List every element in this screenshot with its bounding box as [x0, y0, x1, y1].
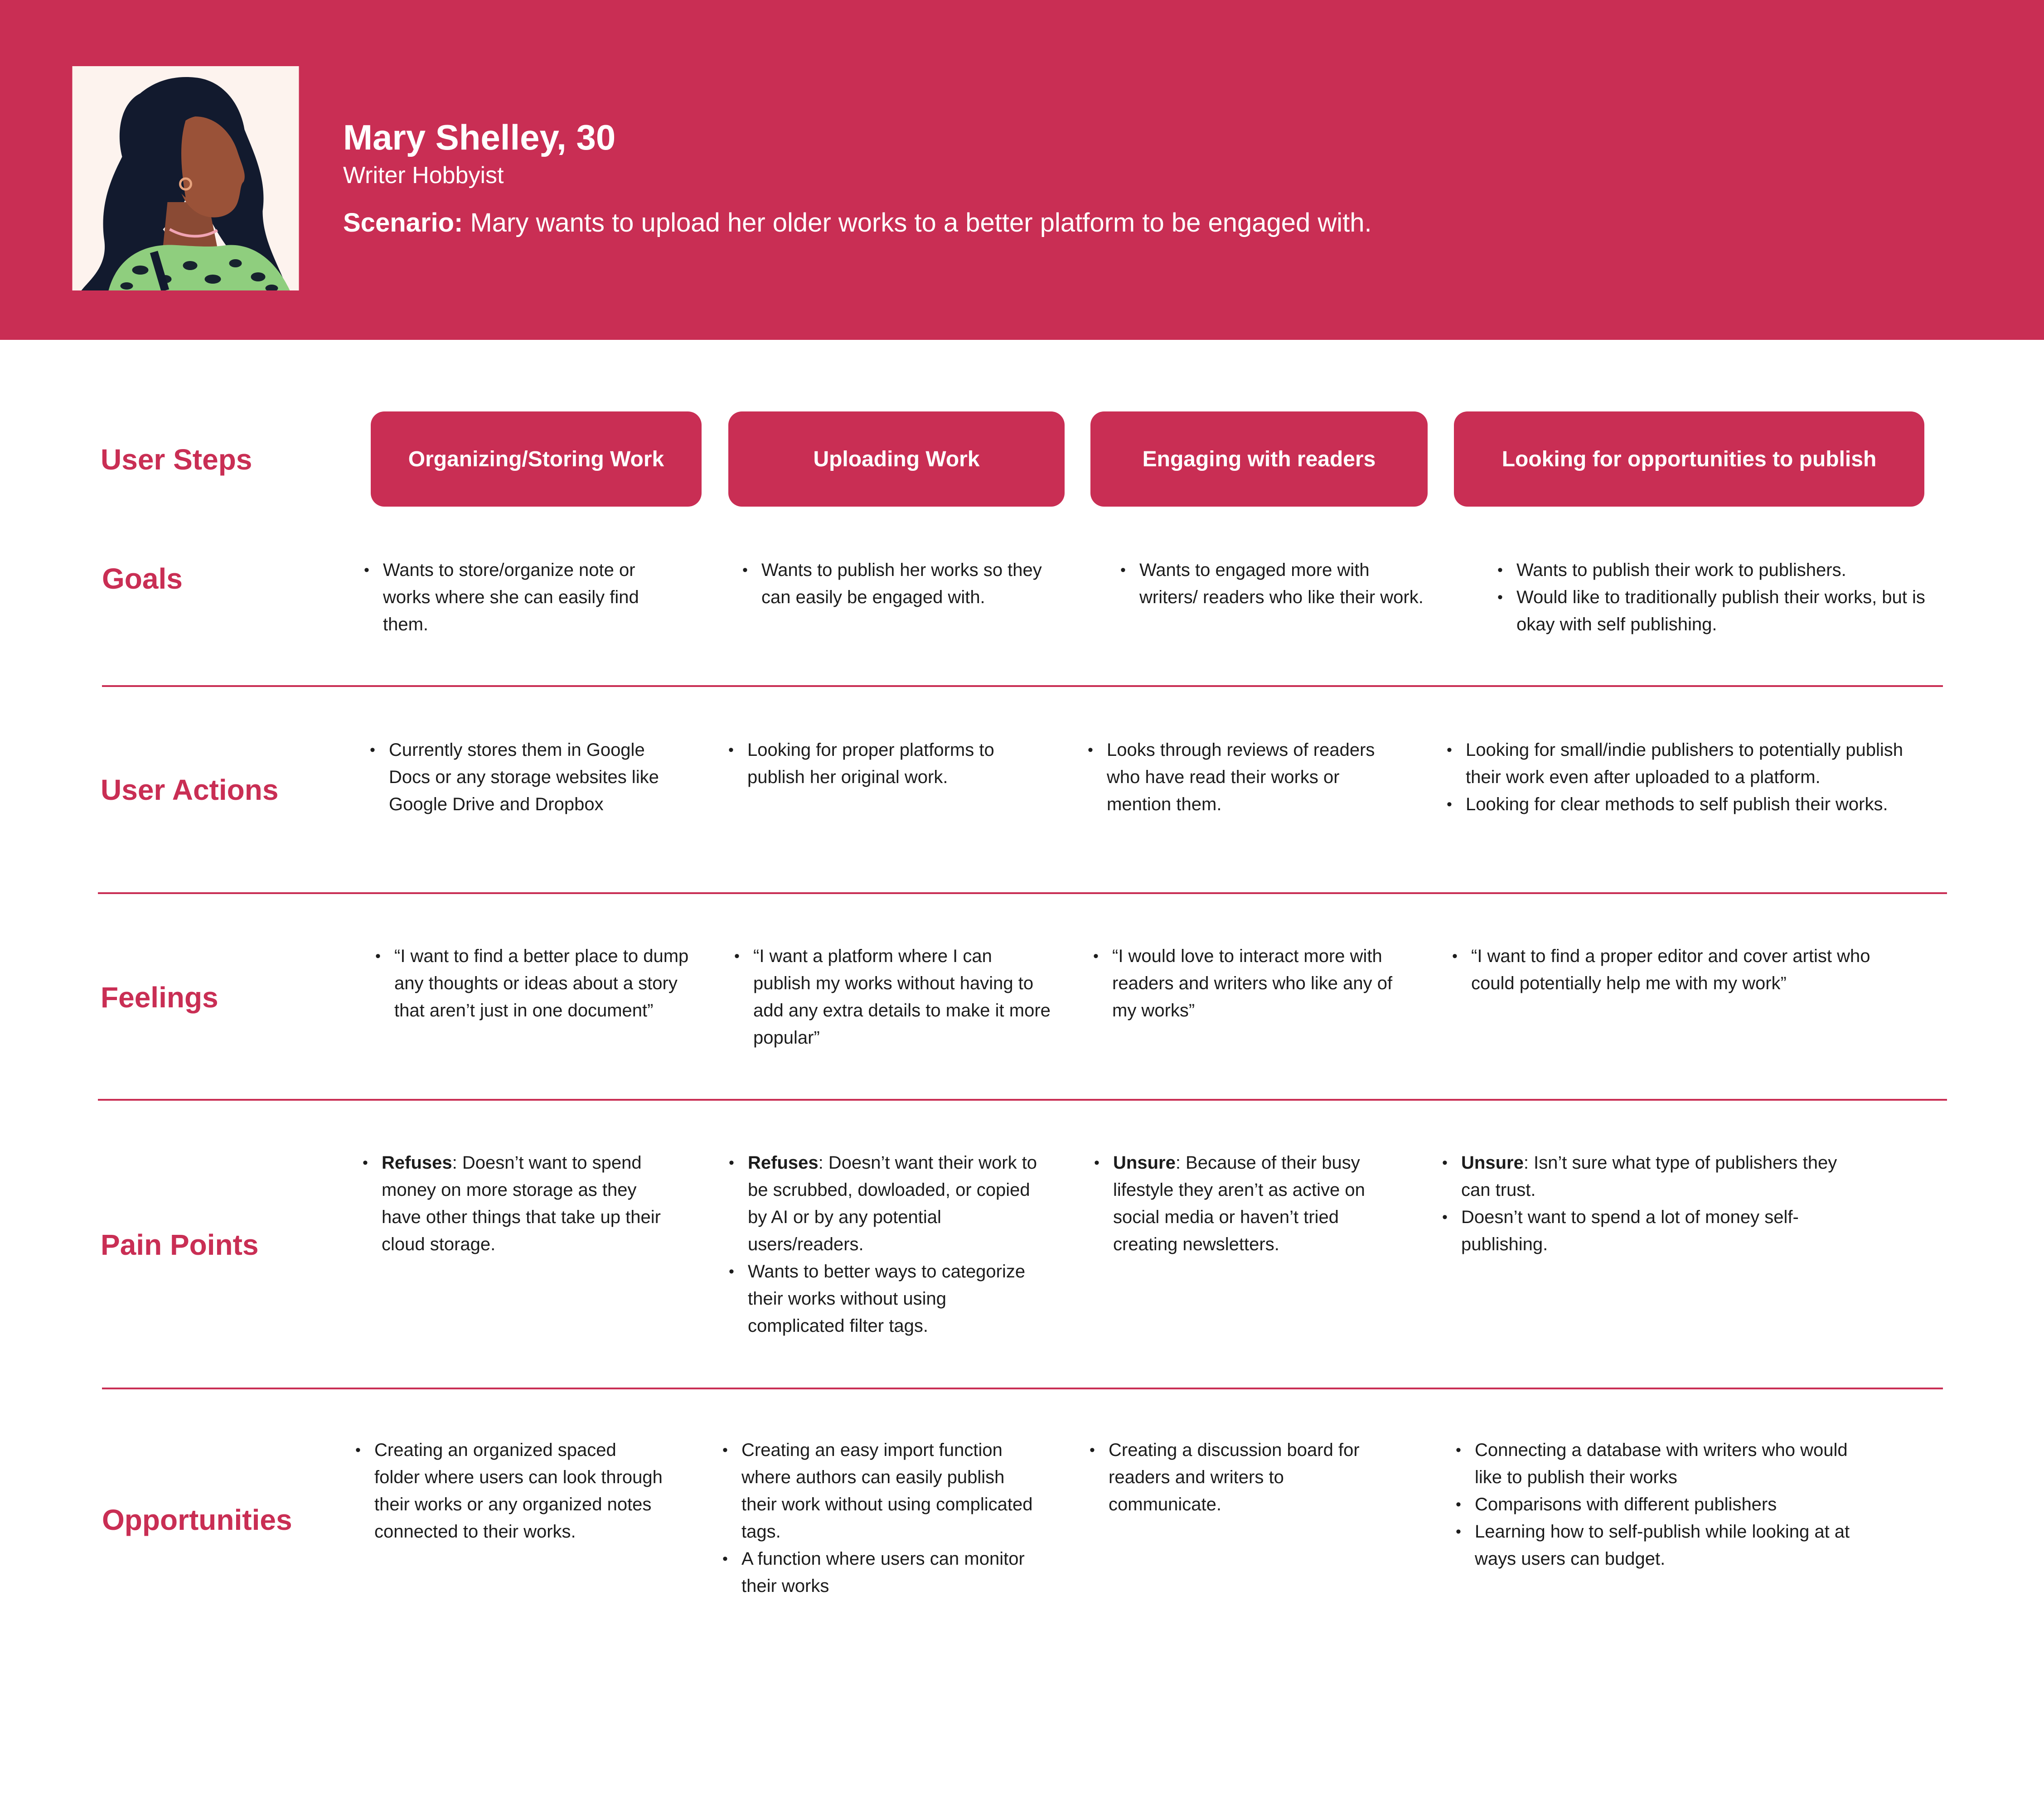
row-label-opportunities: Opportunities: [102, 1504, 292, 1536]
pains-cell-3: [1094, 1149, 1402, 1258]
pain-item: • Refuses: Doesn’t want to spend money on more storage as they have other things that take up their cloud storage.: [363, 1149, 671, 1258]
opportunity-item: • A function where users can monitor their works: [722, 1545, 1040, 1600]
row-label-feelings: Feelings: [101, 981, 218, 1014]
opportunities-cell-2: [722, 1436, 1040, 1600]
goal-item: • Wants to publish her works so they can easily be engaged with.: [742, 556, 1051, 611]
goal-item: • Wants to store/organize note or works where she can easily find them.: [364, 556, 681, 638]
opportunity-item: • Learning how to self-publish while looking at at ways users can budget.: [1456, 1518, 1864, 1572]
feeling-quote: • “I want to find a proper editor and cover artist who could potentially help me with my work”: [1452, 943, 1878, 997]
feeling-quote: • “I want a platform where I can publish my works without having to add any extra details to make it more popular”: [734, 943, 1051, 1051]
goal-item: • Wants to engaged more with writers/ readers who like their work.: [1120, 556, 1429, 611]
feelings-cell-3: [1093, 943, 1410, 1024]
row-label-user-actions: User Actions: [101, 774, 279, 806]
actions-cell-1: [370, 736, 687, 818]
goal-item: • Wants to publish their work to publishers.: [1497, 556, 1955, 584]
persona-header: [0, 0, 2044, 340]
opportunity-item: • Connecting a database with writers who would like to publish their works: [1456, 1436, 1864, 1491]
feeling-quote: • “I would love to interact more with readers and writers who like any of my works”: [1093, 943, 1410, 1024]
opportunities-cell-1: [355, 1436, 664, 1545]
opportunities-cell-4: [1456, 1436, 1864, 1572]
pain-label: Refuses: [748, 1153, 819, 1173]
row-divider: [98, 892, 1947, 894]
actions-cell-2: [728, 736, 1041, 791]
action-item: • Looking for clear methods to self publish their works.: [1447, 791, 1918, 818]
pain-item: • Unsure: Because of their busy lifestyle they aren’t as active on social media or haven’t tried creating newsletters.: [1094, 1149, 1402, 1258]
feelings-cell-1: [375, 943, 702, 1024]
feelings-cell-2: [734, 943, 1051, 1051]
opportunity-item: • Comparisons with different publishers: [1456, 1491, 1864, 1518]
persona-avatar: [72, 66, 299, 290]
row-label-goals: Goals: [102, 562, 183, 595]
pains-cell-1: [363, 1149, 671, 1258]
goals-cell-2: [742, 556, 1051, 611]
action-item: • Looking for small/indie publishers to potentially publish their work even after uploaded to a platform.: [1447, 736, 1918, 791]
pain-item: • Unsure: Isn’t sure what type of publishers they can trust.: [1442, 1149, 1841, 1204]
row-label-pain-points: Pain Points: [101, 1228, 259, 1261]
pain-label: Unsure: [1461, 1153, 1524, 1173]
row-label-user-steps: User Steps: [101, 443, 252, 476]
goals-cell-4: [1497, 556, 1955, 638]
pain-item: • Refuses: Doesn’t want their work to be scrubbed, dowloaded, or copied by AI or by any potential users/readers.: [729, 1149, 1046, 1258]
pain-item: • Wants to better ways to categorize their works without using complicated filter tags.: [729, 1258, 1046, 1340]
pain-label: Unsure: [1113, 1153, 1176, 1173]
opportunities-cell-3: [1090, 1436, 1398, 1518]
opportunity-item: • Creating a discussion board for readers and writers to communicate.: [1090, 1436, 1398, 1518]
persona-scenario: [343, 208, 1372, 238]
row-divider: [102, 1388, 1943, 1389]
action-item: • Looks through reviews of readers who have read their works or mention them.: [1088, 736, 1405, 818]
row-divider: [98, 1099, 1947, 1101]
actions-cell-3: [1088, 736, 1405, 818]
pain-label: Refuses: [382, 1153, 452, 1173]
scenario-text: Mary wants to upload her older works to a better platform to be engaged with.: [463, 208, 1372, 237]
feelings-cell-4: [1452, 943, 1878, 997]
goal-item: • Would like to traditionally publish their works, but is okay with self publishing.: [1497, 584, 1955, 638]
actions-cell-4: [1447, 736, 1918, 818]
pain-item: • Doesn’t want to spend a lot of money self-publishing.: [1442, 1204, 1841, 1258]
action-item: • Looking for proper platforms to publish her original work.: [728, 736, 1041, 791]
persona-role: Writer Hobbyist: [343, 162, 504, 189]
feeling-quote: • “I want to find a better place to dump any thoughts or ideas about a story that aren’t just in one document”: [375, 943, 702, 1024]
scenario-label: Scenario:: [343, 208, 463, 237]
step-organizing-storing-work[interactable]: Organizing/Storing Work: [371, 411, 702, 507]
row-divider: [102, 685, 1943, 687]
step-uploading-work[interactable]: Uploading Work: [728, 411, 1065, 507]
persona-name: Mary Shelley, 30: [343, 117, 616, 157]
action-item: • Currently stores them in Google Docs or any storage websites like Google Drive and Dropbox: [370, 736, 687, 818]
opportunity-item: • Creating an easy import function where authors can easily publish their work without using complicated tags.: [722, 1436, 1040, 1545]
pains-cell-2: [729, 1149, 1046, 1340]
goals-cell-1: [364, 556, 681, 638]
step-looking-for-opportunities[interactable]: Looking for opportunities to publish: [1454, 411, 1924, 507]
pains-cell-4: [1442, 1149, 1841, 1258]
goals-cell-3: [1120, 556, 1429, 611]
opportunity-item: • Creating an organized spaced folder where users can look through their works or any organized notes connected to their works.: [355, 1436, 664, 1545]
step-engaging-with-readers[interactable]: Engaging with readers: [1090, 411, 1428, 507]
